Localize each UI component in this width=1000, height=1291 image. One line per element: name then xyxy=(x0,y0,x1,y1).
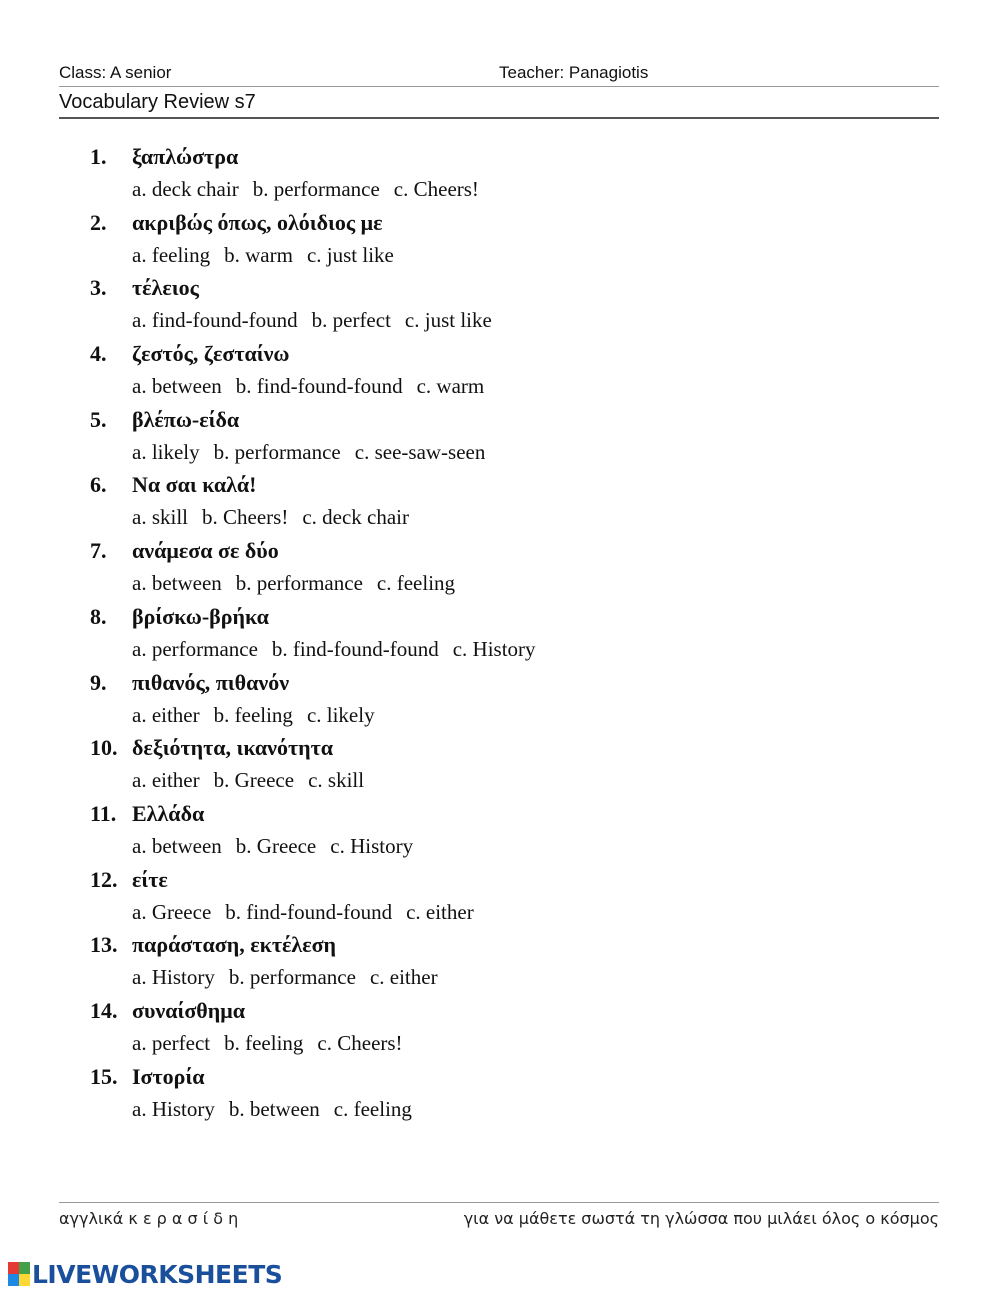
question-word: Να σαι καλά! xyxy=(132,472,257,498)
answer-option[interactable]: c. just like xyxy=(404,308,492,333)
answer-option[interactable]: c. likely xyxy=(306,702,375,727)
answer-option[interactable]: b. feeling xyxy=(213,702,293,727)
answer-option[interactable]: c. History xyxy=(452,636,536,661)
answer-option[interactable]: b. feeling xyxy=(224,1030,304,1055)
question-line xyxy=(90,994,910,1028)
question-number: 11. xyxy=(90,800,117,826)
question-line xyxy=(90,797,910,831)
answer-option[interactable]: c. either xyxy=(406,899,474,924)
question-line xyxy=(90,666,910,700)
question-item xyxy=(90,731,910,797)
question-number: 1. xyxy=(90,144,107,169)
answer-option[interactable]: a. between xyxy=(132,374,222,399)
question-line xyxy=(90,468,910,502)
answer-option[interactable]: b. performance xyxy=(252,177,380,201)
question-item xyxy=(90,403,910,469)
answer-option[interactable]: b. performance xyxy=(235,571,363,596)
answer-option[interactable]: b. Cheers! xyxy=(202,505,289,530)
question-line xyxy=(90,863,910,897)
question-number: 9. xyxy=(90,669,107,695)
answer-option[interactable]: a. between xyxy=(132,571,222,596)
question-number: 13. xyxy=(90,932,118,958)
footer-left-text: αγγλικά κ ε ρ α σ ί δ η xyxy=(59,1209,239,1228)
answer-option[interactable]: a. skill xyxy=(132,505,188,530)
answer-option[interactable]: c. warm xyxy=(416,374,485,399)
question-word: τέλειος xyxy=(132,275,199,301)
liveworksheets-logo[interactable] xyxy=(8,1258,282,1290)
answer-option[interactable]: b. between xyxy=(228,1096,320,1121)
answer-option[interactable]: b. find-found-found xyxy=(271,636,439,661)
question-item xyxy=(90,600,910,666)
answer-option[interactable]: a. find-found-found xyxy=(132,308,298,333)
page-title: Vocabulary Review s7 xyxy=(59,87,939,119)
page-footer xyxy=(59,1202,939,1228)
answer-option[interactable]: a. History xyxy=(132,965,215,990)
answer-option[interactable]: b. find-found-found xyxy=(235,374,403,399)
question-word: είτε xyxy=(132,866,168,892)
answer-option[interactable]: b. perfect xyxy=(311,308,391,333)
question-number: 8. xyxy=(90,603,107,629)
question-line xyxy=(90,1060,910,1094)
answer-option[interactable]: b. warm xyxy=(224,242,293,267)
question-item xyxy=(90,666,910,732)
answer-option[interactable]: a. feeling xyxy=(132,242,211,267)
footer-right-text: για να μάθετε σωστά τη γλώσσα που μιλάει όλος ο κόσμος xyxy=(463,1209,939,1228)
answer-option[interactable]: b. Greece xyxy=(213,768,295,793)
question-line xyxy=(90,337,910,371)
answer-option[interactable]: a. History xyxy=(132,1096,215,1121)
answer-options xyxy=(90,962,910,993)
teacher-label: Teacher: Panagiotis xyxy=(499,63,649,82)
question-number: 2. xyxy=(90,209,107,235)
answer-options xyxy=(90,305,910,336)
answer-option[interactable]: a. performance xyxy=(132,636,258,661)
question-line xyxy=(90,600,910,634)
answer-option[interactable]: c. either xyxy=(369,965,438,990)
worksheet-header xyxy=(59,60,939,119)
question-line xyxy=(90,206,910,240)
answer-options xyxy=(90,634,910,665)
question-number: 15. xyxy=(90,1063,118,1089)
question-number: 7. xyxy=(90,538,107,564)
question-word: παράσταση, εκτέλεση xyxy=(132,932,337,958)
class-label: Class: A senior xyxy=(59,63,172,82)
question-item xyxy=(90,337,910,403)
question-number: 10. xyxy=(90,735,118,761)
answer-option[interactable]: b. find-found-found xyxy=(225,899,393,924)
question-word: πιθανός, πιθανόν xyxy=(132,669,290,695)
question-word: Ελλάδα xyxy=(132,800,205,826)
answer-option[interactable]: c. deck chair xyxy=(302,505,409,530)
answer-options xyxy=(90,502,910,533)
answer-option[interactable]: a. either xyxy=(132,702,200,727)
answer-option[interactable]: a. either xyxy=(132,768,200,793)
question-word: ανάμεσα σε δύο xyxy=(132,538,279,564)
question-word: ζεστός, ζεσταίνω xyxy=(132,341,290,367)
answer-options xyxy=(90,371,910,402)
question-item xyxy=(90,206,910,272)
question-line xyxy=(90,403,910,437)
answer-options xyxy=(90,1094,910,1125)
answer-option[interactable]: a. likely xyxy=(132,439,200,464)
question-number: 6. xyxy=(90,472,107,498)
answer-option[interactable]: c. History xyxy=(330,833,414,858)
answer-option[interactable]: a. deck chair xyxy=(132,177,239,201)
question-word: ακριβώς όπως, ολόιδιος με xyxy=(132,209,383,235)
question-number: 3. xyxy=(90,275,107,301)
answer-option[interactable]: c. feeling xyxy=(333,1096,412,1121)
question-word: ξαπλώστρα xyxy=(132,144,239,169)
answer-option[interactable]: c. just like xyxy=(306,242,394,267)
answer-options xyxy=(90,174,910,205)
answer-option[interactable]: a. between xyxy=(132,833,222,858)
question-number: 14. xyxy=(90,997,118,1023)
answer-option[interactable]: b. performance xyxy=(213,439,341,464)
answer-options xyxy=(90,897,910,928)
answer-option[interactable]: a. Greece xyxy=(132,899,212,924)
question-line xyxy=(90,534,910,568)
question-item xyxy=(90,271,910,337)
question-word: συναίσθημα xyxy=(132,997,246,1023)
answer-option[interactable]: c. Cheers! xyxy=(393,177,479,201)
question-item xyxy=(90,994,910,1060)
question-line xyxy=(90,140,910,174)
question-item xyxy=(90,863,910,929)
answer-option[interactable]: b. Greece xyxy=(235,833,317,858)
question-item xyxy=(90,928,910,994)
answer-option[interactable]: a. perfect xyxy=(132,1030,211,1055)
answer-options xyxy=(90,831,910,862)
question-word: βρίσκω-βρήκα xyxy=(132,603,269,629)
question-number: 5. xyxy=(90,406,107,432)
question-number: 4. xyxy=(90,341,107,367)
question-line xyxy=(90,928,910,962)
answer-options xyxy=(90,1028,910,1059)
answer-options xyxy=(90,568,910,599)
answer-options xyxy=(90,765,910,796)
question-word: δεξιότητα, ικανότητα xyxy=(132,735,334,761)
question-word: Ιστορία xyxy=(132,1063,205,1089)
logo-text: LIVEWORKSHEETS xyxy=(32,1259,283,1289)
question-list xyxy=(90,140,910,1125)
question-line xyxy=(90,271,910,305)
answer-option[interactable]: c. feeling xyxy=(376,571,456,596)
answer-option[interactable]: c. skill xyxy=(308,768,365,793)
answer-option[interactable]: c. Cheers! xyxy=(317,1030,403,1055)
answer-options xyxy=(90,240,910,271)
answer-options xyxy=(90,437,910,468)
answer-option[interactable]: b. performance xyxy=(228,965,356,990)
question-item xyxy=(90,1060,910,1126)
question-item xyxy=(90,140,910,206)
question-word: βλέπω-είδα xyxy=(132,406,240,432)
liveworksheets-logo-icon xyxy=(8,1262,30,1286)
question-number: 12. xyxy=(90,866,118,892)
question-item xyxy=(90,797,910,863)
header-info-row xyxy=(59,60,939,87)
answer-options xyxy=(90,700,910,731)
question-line xyxy=(90,731,910,765)
question-item xyxy=(90,534,910,600)
question-item xyxy=(90,468,910,534)
answer-option[interactable]: c. see-saw-seen xyxy=(354,439,486,464)
